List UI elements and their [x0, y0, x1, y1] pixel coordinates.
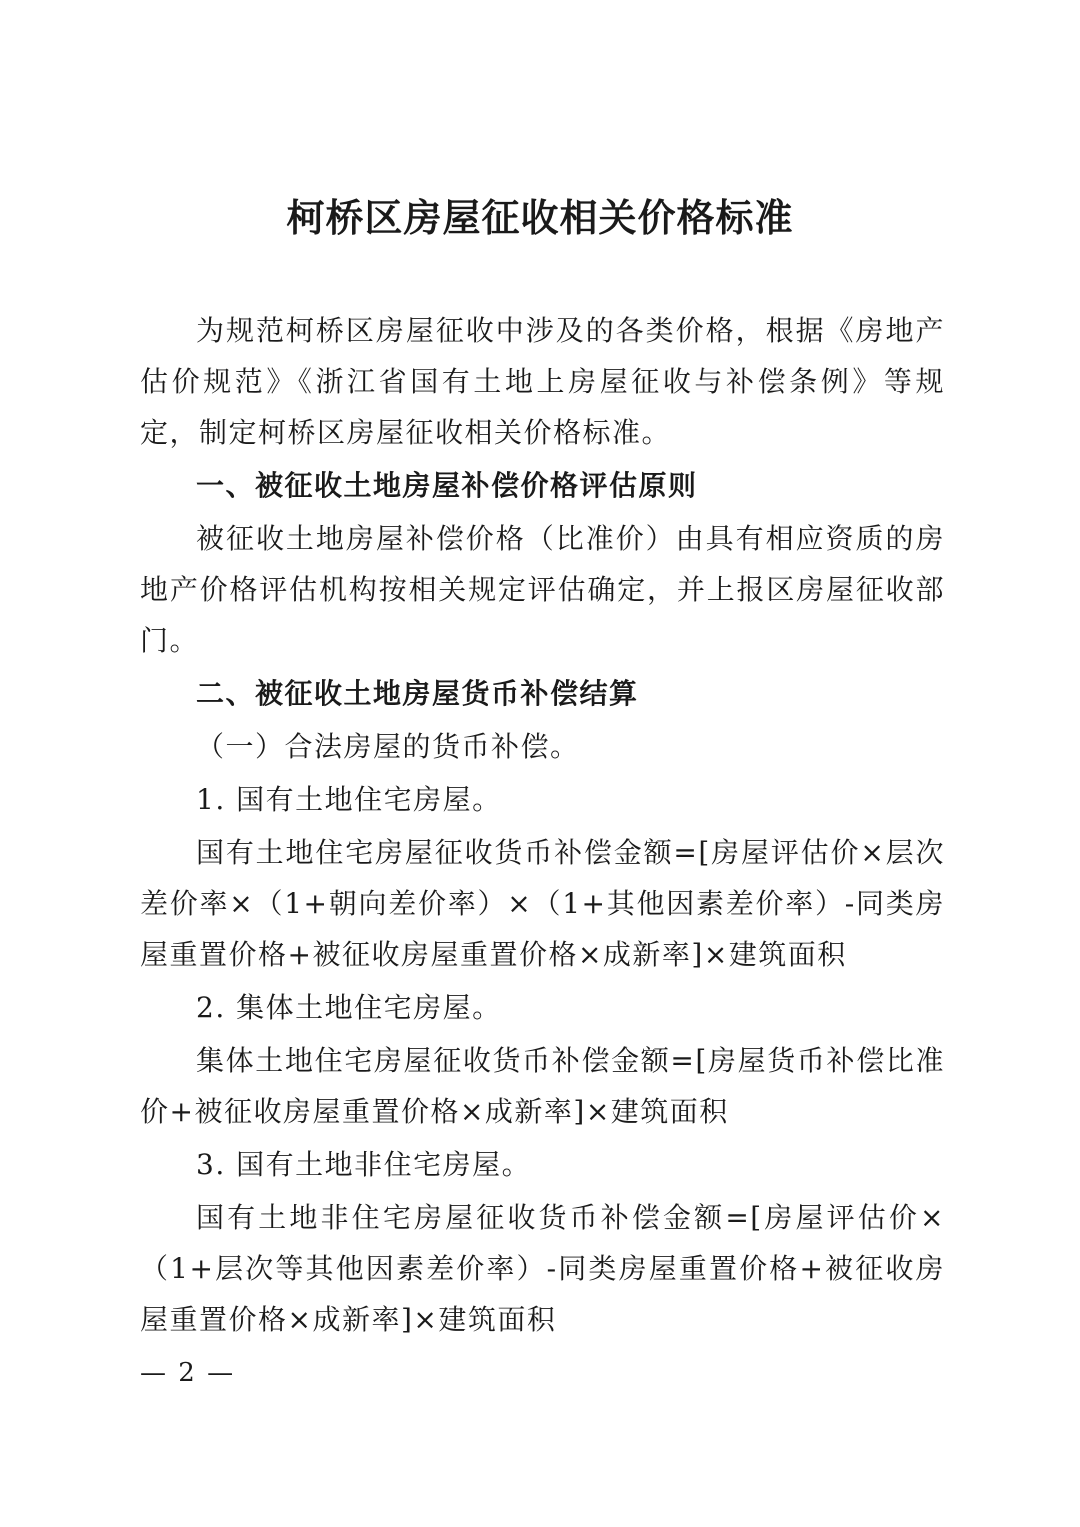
item-heading-1: 1. 国有土地住宅房屋。: [196, 783, 502, 816]
document-body: [140, 305, 945, 1347]
paragraph-intro: 为规范柯桥区房屋征收中涉及的各类价格，根据《房地产估价规范》《浙江省国有土地上房屋征收与补偿条例》等规定，制定柯桥区房屋征收相关价格标准。: [140, 314, 945, 449]
document-title: 柯桥区房屋征收相关价格标准: [286, 196, 794, 240]
section-heading-1: 一、被征收土地房屋补偿价格评估原则: [196, 469, 698, 502]
page-number: — 2 —: [140, 1358, 236, 1388]
formula-state-nonresidential: 国有土地非住宅房屋征收货币补偿金额=[房屋评估价×（1+层次等其他因素差价率）-同类房屋重置价格+被征收房屋重置价格×成新率]×建筑面积: [140, 1201, 945, 1336]
formula-state-residential: 国有土地住宅房屋征收货币补偿金额=[房屋评估价×层次差价率×（1+朝向差价率）×（1+其他因素差价率）-同类房屋重置价格+被征收房屋重置价格×成新率]×建筑面积: [140, 836, 945, 971]
item-heading-3: 3. 国有土地非住宅房屋。: [196, 1148, 532, 1181]
formula-collective-residential: 集体土地住宅房屋征收货币补偿金额=[房屋货币补偿比准价+被征收房屋重置价格×成新率]×建筑面积: [140, 1044, 945, 1128]
subsection-heading-1: （一）合法房屋的货币补偿。: [196, 730, 580, 763]
section-heading-2: 二、被征收土地房屋货币补偿结算: [196, 677, 639, 710]
paragraph-valuation-principle: 被征收土地房屋补偿价格（比准价）由具有相应资质的房地产价格评估机构按相关规定评估确定，并上报区房屋征收部门。: [140, 522, 945, 657]
item-heading-2: 2. 集体土地住宅房屋。: [196, 991, 502, 1024]
